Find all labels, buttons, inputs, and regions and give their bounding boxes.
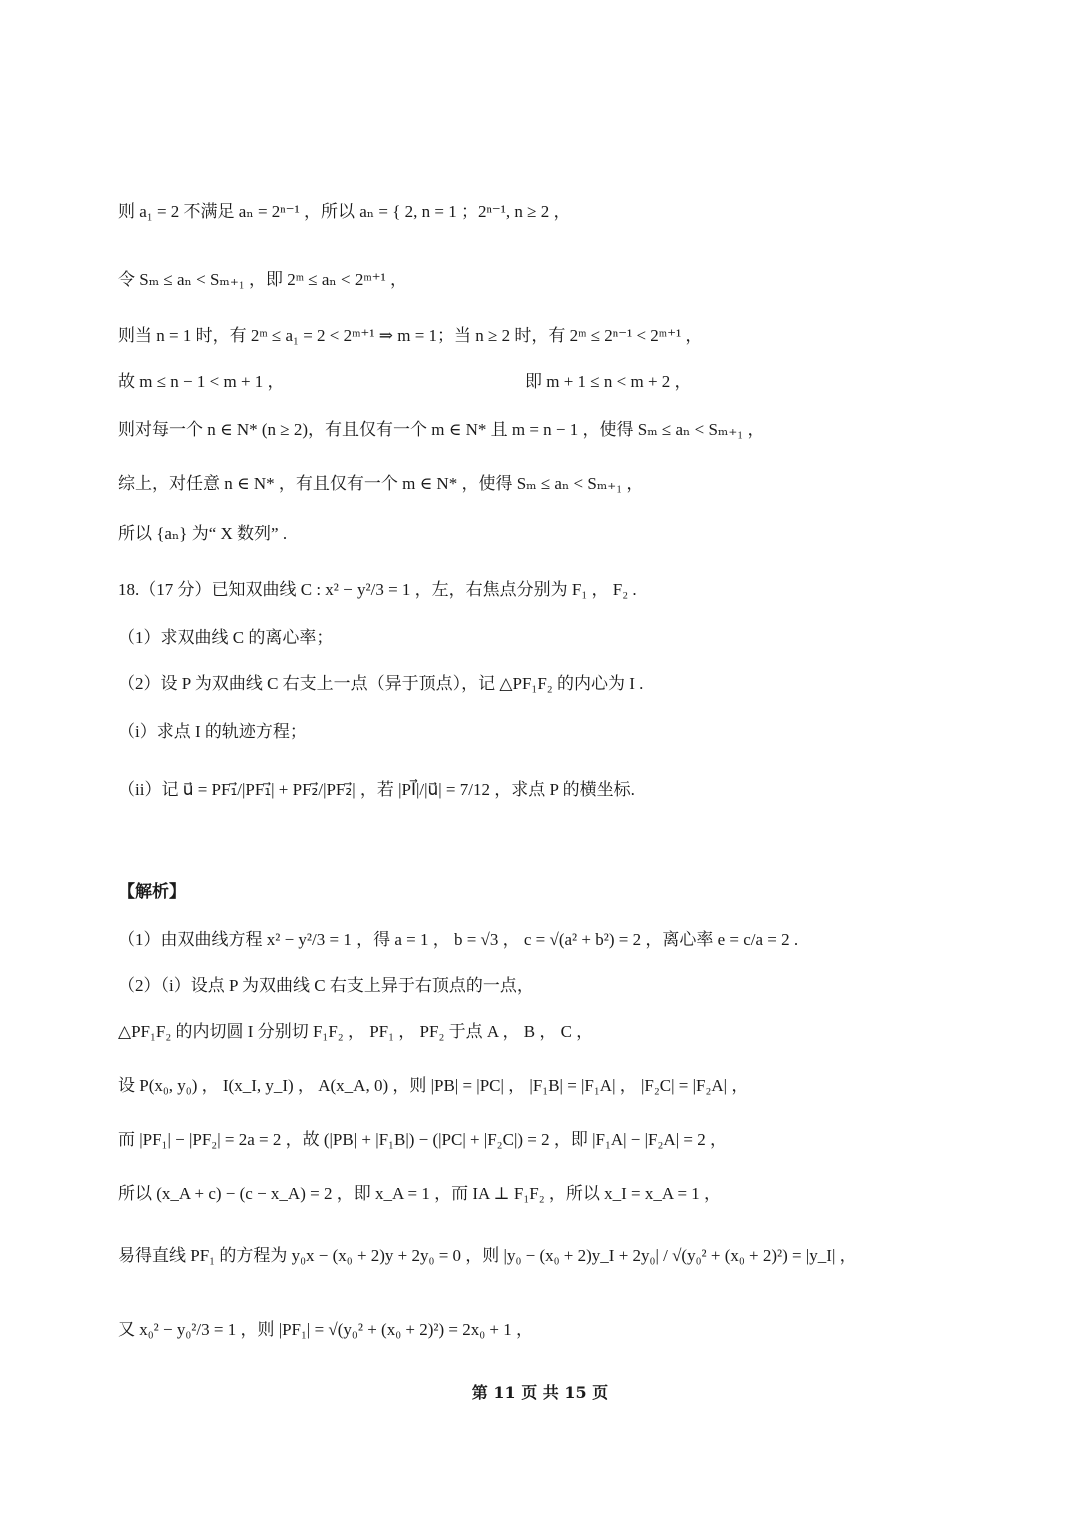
line-inequality-left: 故 m ≤ n − 1 < m + 1 ， [118,372,285,391]
line-an-definition: 则 a₁ = 2 不满足 aₙ = 2ⁿ⁻¹ ，所以 aₙ = { 2, n = 1 ；2ⁿ⁻¹, n ≥ 2 ， [118,202,571,221]
solution-step-5: 而 |PF₁| − |PF₂| = 2a = 2 ，故 (|PB| + |F₁B|) − (|PC| + |F₂C|) = 2 ，即 |F₁A| − |F₂A| = 2 ， [118,1130,727,1149]
question-18-part-2: （2）设 P 为双曲线 C 右支上一点（异于顶点），记 △PF₁F₂ 的内心为 I . [118,674,644,693]
question-18-part-2-i: （i）求点 I 的轨迹方程； [118,722,307,741]
question-18-part-2-ii: （ii）记 u⃗ = PF₁⃗/|PF₁⃗| + PF₂⃗/|PF₂⃗| ，若 |PI⃗|/|u⃗| = 7/12 ，求点 P 的横坐标. [118,780,635,799]
solution-step-3: △PF₁F₂ 的内切圆 I 分别切 F₁F₂ ， PF₁ ， PF₂ 于点 A ， B ， C ， [118,1022,594,1041]
solution-step-1: （1）由双曲线方程 x² − y²/3 = 1 ，得 a = 1 ， b = √3 ， c = √(a² + b²) = 2 ，离心率 e = c/a = 2 . [118,930,799,949]
solution-step-8: 又 x₀² − y₀²/3 = 1 ，则 |PF₁| = √(y₀² + (x₀ + 2)²) = 2x₀ + 1 ， [118,1320,533,1339]
solution-heading: 【解析】 [118,882,186,901]
line-sm-condition: 令 Sₘ ≤ aₙ < Sₘ₊₁ ，即 2ᵐ ≤ aₙ < 2ᵐ⁺¹ ， [118,270,407,289]
line-summary: 综上，对任意 n ∈ N* ，有且仅有一个 m ∈ N* ，使得 Sₘ ≤ aₙ < Sₘ₊₁ ， [118,474,644,493]
page-footer: 第 11 页 共 15 页 [471,1383,609,1402]
solution-step-4: 设 P(x₀, y₀) ， I(x_I, y_I) ， A(x_A, 0) ，则 |PB| = |PC| ， |F₁B| = |F₁A| ， |F₂C| = |F₂A| ， [118,1076,749,1095]
solution-step-2: （2）（i）设点 P 为双曲线 C 右支上异于右顶点的一点， [118,976,534,995]
question-18-part-1: （1）求双曲线 C 的离心率； [118,628,334,647]
solution-step-7: 易得直线 PF₁ 的方程为 y₀x − (x₀ + 2)y + 2y₀ = 0 ，则 |y₀ − (x₀ + 2)y_I + 2y₀| / √(y₀² + (x₀ + 2)²) = |y_I| ， [118,1246,857,1265]
line-case-analysis: 则当 n = 1 时，有 2ᵐ ≤ a₁ = 2 < 2ᵐ⁺¹ ⇒ m = 1；当 n ≥ 2 时，有 2ᵐ ≤ 2ⁿ⁻¹ < 2ᵐ⁺¹ ， [118,326,703,345]
solution-step-6: 所以 (x_A + c) − (c − x_A) = 2 ，即 x_A = 1 ，而 IA ⊥ F₁F₂ ，所以 x_I = x_A = 1 ， [118,1184,722,1203]
line-conclusion: 所以 {aₙ} 为“ X 数列” . [118,524,288,543]
line-inequality-right: 即 m + 1 ≤ n < m + 2 ， [525,372,692,391]
line-unique-m: 则对每一个 n ∈ N* (n ≥ 2)，有且仅有一个 m ∈ N* 且 m = n − 1 ，使得 Sₘ ≤ aₙ < Sₘ₊₁ ， [118,420,765,439]
question-18: 18.（17 分）已知双曲线 C : x² − y²/3 = 1 ，左，右焦点分别为 F₁ ， F₂ . [118,580,637,599]
